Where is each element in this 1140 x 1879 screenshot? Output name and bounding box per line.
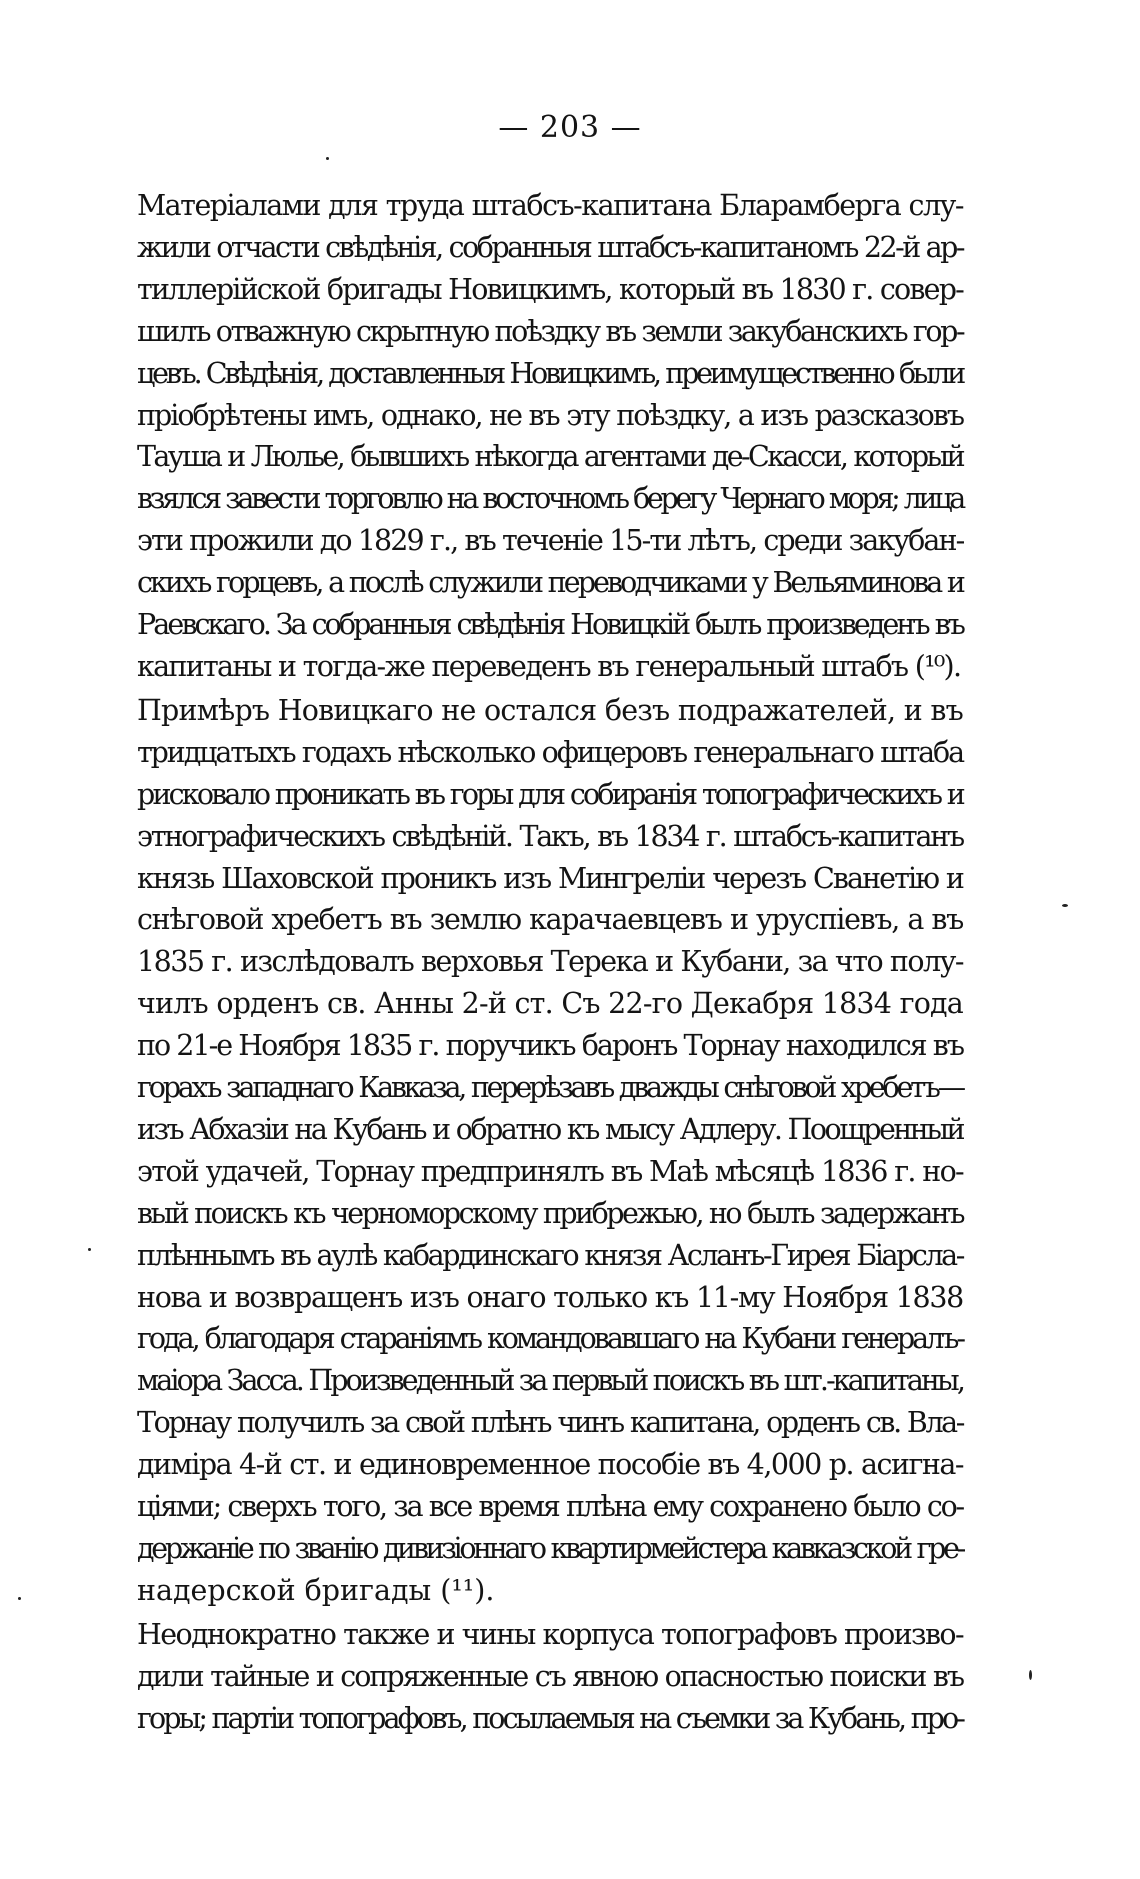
text-line: тиллерійской бригады Новицкимъ, который въ 1830 г. совер- (137, 272, 963, 306)
text-line: Матеріалами для труда штабсъ-капитана Бларамберга слу- (137, 189, 963, 222)
text-line: рисковало проникать въ горы для собиранія топографическихъ и (137, 777, 963, 811)
scan-speck (1062, 904, 1068, 907)
text-line: Раевскаго. За собранныя свѣдѣнія Новицкій былъ произведенъ въ (137, 608, 963, 642)
scan-speck (88, 1248, 91, 1251)
text-line: года, благодаря стараніямъ командовавшаго на Кубани генералъ- (137, 1322, 963, 1356)
scan-speck (1029, 1670, 1032, 1680)
paragraph-3 (137, 1614, 963, 1740)
text-line: нова и возвращенъ изъ онаго только къ 11-му Ноября 1838 (137, 1280, 963, 1314)
text-line: взялся завести торговлю на восточномъ берегу Чернаго моря; лица (137, 482, 963, 516)
text-line: диміра 4-й ст. и единовременное пособіе въ 4,000 р. асигна- (137, 1448, 963, 1482)
text-line: Неоднократно также и чины корпуса топографовъ произво- (137, 1617, 963, 1651)
text-line: тридцатыхъ годахъ нѣсколько офицеровъ генеральнаго штаба (137, 735, 963, 769)
text-line: ціями; сверхъ того, за все время плѣна ему сохранено было со- (137, 1490, 963, 1524)
text-line: этой удачей, Торнау предпринялъ въ Маѣ мѣсяцѣ 1836 г. но- (137, 1154, 963, 1188)
text-line: горахъ западнаго Кавказа, перерѣзавъ дважды снѣговой хребетъ— (137, 1071, 963, 1105)
text-line: скихъ горцевъ, а послѣ служили переводчиками у Вельяминова и (137, 566, 963, 600)
text-line: надерской бригады (¹¹). (137, 1573, 495, 1607)
text-line: по 21-е Ноября 1835 г. поручикъ баронъ Торнау находился въ (137, 1029, 963, 1063)
text-line: маіора Засса. Произведенный за первый поискъ въ шт.-капитаны, (137, 1364, 963, 1398)
text-line: князь Шаховской проникъ изъ Мингреліи черезъ Сванетію и (137, 861, 963, 895)
text-line: горы; партіи топографовъ, посылаемыя на съемки за Кубань, про- (137, 1701, 963, 1735)
text-line: эти прожили до 1829 г., въ теченіе 15-ти лѣтъ, среди закубан- (137, 524, 964, 558)
text-line: плѣннымъ въ аулѣ кабардинскаго князя Асланъ-Гирея Біарсла- (137, 1238, 963, 1272)
body-text (137, 185, 963, 1740)
scan-speck (326, 157, 329, 160)
text-line: капитаны и тогда-же переведенъ въ генеральный штабъ (¹⁰). (137, 649, 961, 683)
text-line: вый поискъ къ черноморскому прибрежью, но былъ задержанъ (137, 1196, 963, 1230)
paragraph-1 (137, 185, 963, 688)
text-line: держаніе по званію дивизіоннаго квартирмейстера кавказской гре- (137, 1532, 963, 1565)
page-number: — 203 — (498, 110, 642, 145)
text-line: жили отчасти свѣдѣнія, собранныя штабсъ-капитаномъ 22-й ар- (137, 230, 963, 264)
scan-speck (18, 1597, 21, 1600)
text-line: Тауша и Люлье, бывшихъ нѣкогда агентами де-Скасси, который (137, 440, 963, 474)
text-line: снѣговой хребетъ въ землю карачаевцевъ и уруспіевъ, а въ (137, 903, 963, 937)
paragraph-2 (137, 690, 963, 1612)
text-line: дили тайные и сопряженные съ явною опасностью поиски въ (137, 1659, 963, 1693)
text-line: пріобрѣтены имъ, однако, не въ эту поѣздку, а изъ разсказовъ (137, 398, 963, 432)
text-line: этнографическихъ свѣдѣній. Такъ, въ 1834 г. штабсъ-капитанъ (137, 819, 963, 853)
text-line: Примѣръ Новицкаго не остался безъ подражателей, и въ (137, 693, 963, 727)
text-line: шилъ отважную скрытную поѣздку въ земли закубанскихъ гор- (137, 314, 964, 348)
text-line: чилъ орденъ св. Анны 2-й ст. Съ 22-го Декабря 1834 года (137, 987, 963, 1021)
text-line: 1835 г. изслѣдовалъ верховья Терека и Кубани, за что полу- (137, 945, 963, 979)
text-line: Торнау получилъ за свой плѣнъ чинъ капитана, орденъ св. Вла- (137, 1406, 963, 1440)
text-line: изъ Абхазіи на Кубань и обратно къ мысу Адлеру. Поощренный (137, 1112, 963, 1146)
text-line: цевъ. Свѣдѣнія, доставленныя Новицкимъ, преимущественно были (137, 356, 963, 390)
